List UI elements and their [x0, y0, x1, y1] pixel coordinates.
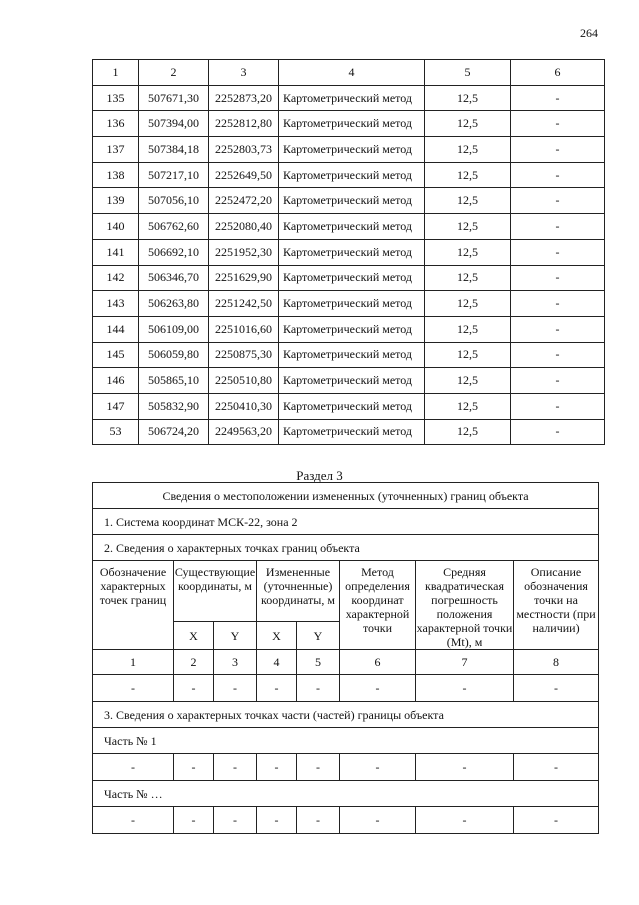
column-number: 6: [340, 650, 416, 675]
y-coordinate: 2251952,30: [209, 239, 279, 265]
section-title: Раздел 3: [296, 468, 343, 483]
x-coordinate: 507394,00: [139, 111, 209, 137]
point-number: 137: [93, 137, 139, 163]
method: Картометрический метод: [279, 188, 425, 214]
method: Картометрический метод: [279, 316, 425, 342]
column-number: 2: [174, 650, 214, 675]
col-method-header: Метод определения координат характерной точки: [340, 561, 416, 650]
description: -: [511, 162, 605, 188]
section3-table: [92, 482, 599, 834]
column-number-header: 2: [139, 60, 209, 86]
empty-cell: -: [93, 807, 174, 834]
empty-cell: -: [514, 807, 599, 834]
point-number: 142: [93, 265, 139, 291]
x-coordinate: 506059,80: [139, 342, 209, 368]
x-coordinate: 506724,20: [139, 419, 209, 445]
table-row: [93, 239, 605, 265]
y-coordinate: 2252873,20: [209, 85, 279, 111]
description: -: [511, 419, 605, 445]
part-n-label: Часть № …: [93, 781, 599, 807]
column-number: 7: [416, 650, 514, 675]
y-coordinate: 2250510,80: [209, 368, 279, 394]
column-number-header: 6: [511, 60, 605, 86]
column-number-header: 1: [93, 60, 139, 86]
col-designation-header: Обозначение характерных точек границ: [93, 561, 174, 650]
y-coordinate: 2252649,50: [209, 162, 279, 188]
part-n-data-row: [93, 807, 599, 834]
table-row: [93, 368, 605, 394]
empty-cell: -: [93, 675, 174, 702]
parts-points-item: 3. Сведения о характерных точках части (частей) границы объекта: [93, 702, 599, 728]
table-header-row: [93, 60, 605, 86]
description: -: [511, 291, 605, 317]
column-number-header: 4: [279, 60, 425, 86]
empty-cell: -: [297, 754, 340, 781]
existing-x-header: X: [174, 622, 214, 650]
empty-cell: -: [174, 675, 214, 702]
y-coordinate: 2250410,30: [209, 393, 279, 419]
x-coordinate: 507056,10: [139, 188, 209, 214]
method: Картометрический метод: [279, 291, 425, 317]
empty-cell: -: [514, 675, 599, 702]
rms-error: 12,5: [425, 239, 511, 265]
section3-header: Сведения о местоположении измененных (уточненных) границ объекта: [93, 483, 599, 509]
point-number: 139: [93, 188, 139, 214]
method: Картометрический метод: [279, 162, 425, 188]
x-coordinate: 507671,30: [139, 85, 209, 111]
y-coordinate: 2252080,40: [209, 214, 279, 240]
existing-y-header: Y: [214, 622, 257, 650]
empty-cell: -: [174, 754, 214, 781]
point-number: 141: [93, 239, 139, 265]
point-number: 145: [93, 342, 139, 368]
rms-error: 12,5: [425, 316, 511, 342]
method: Картометрический метод: [279, 214, 425, 240]
empty-cell: -: [416, 754, 514, 781]
empty-cell: -: [257, 807, 297, 834]
empty-cell: -: [257, 675, 297, 702]
column-number: 4: [257, 650, 297, 675]
point-number: 140: [93, 214, 139, 240]
description: -: [511, 137, 605, 163]
y-coordinate: 2249563,20: [209, 419, 279, 445]
boundary-points-item: 2. Сведения о характерных точках границ объекта: [93, 535, 599, 561]
description: -: [511, 316, 605, 342]
empty-cell: -: [340, 675, 416, 702]
empty-cell: -: [174, 807, 214, 834]
rms-error: 12,5: [425, 188, 511, 214]
rms-error: 12,5: [425, 214, 511, 240]
x-coordinate: 506263,80: [139, 291, 209, 317]
y-coordinate: 2250875,30: [209, 342, 279, 368]
point-number: 136: [93, 111, 139, 137]
x-coordinate: 507217,10: [139, 162, 209, 188]
empty-cell: -: [93, 754, 174, 781]
table-row: [93, 265, 605, 291]
column-number: 5: [297, 650, 340, 675]
y-coordinate: 2252472,20: [209, 188, 279, 214]
point-number: 146: [93, 368, 139, 394]
part-1-data-row: [93, 754, 599, 781]
description: -: [511, 85, 605, 111]
rms-error: 12,5: [425, 85, 511, 111]
method: Картометрический метод: [279, 419, 425, 445]
column-number-header: 5: [425, 60, 511, 86]
method: Картометрический метод: [279, 393, 425, 419]
method: Картометрический метод: [279, 137, 425, 163]
description: -: [511, 188, 605, 214]
description: -: [511, 342, 605, 368]
point-number: 144: [93, 316, 139, 342]
table-row: [93, 188, 605, 214]
column-number: 3: [214, 650, 257, 675]
table-row: [93, 393, 605, 419]
column-numbers-row: [93, 650, 599, 675]
point-number: 135: [93, 85, 139, 111]
table-row: [93, 419, 605, 445]
rms-error: 12,5: [425, 162, 511, 188]
method: Картометрический метод: [279, 111, 425, 137]
empty-cell: -: [297, 807, 340, 834]
x-coordinate: 506109,00: [139, 316, 209, 342]
x-coordinate: 506346,70: [139, 265, 209, 291]
point-number: 147: [93, 393, 139, 419]
rms-error: 12,5: [425, 265, 511, 291]
table-row: [93, 162, 605, 188]
y-coordinate: 2251016,60: [209, 316, 279, 342]
empty-cell: -: [340, 754, 416, 781]
point-number: 53: [93, 419, 139, 445]
empty-cell: -: [340, 807, 416, 834]
changed-y-header: Y: [297, 622, 340, 650]
x-coordinate: 506692,10: [139, 239, 209, 265]
col-changed-header: Измененные (уточненные) координаты, м: [257, 561, 340, 622]
rms-error: 12,5: [425, 342, 511, 368]
table-row: [93, 214, 605, 240]
table-row: [93, 137, 605, 163]
method: Картометрический метод: [279, 239, 425, 265]
rms-error: 12,5: [425, 368, 511, 394]
rms-error: 12,5: [425, 137, 511, 163]
table-row: [93, 291, 605, 317]
x-coordinate: 506762,60: [139, 214, 209, 240]
rms-error: 12,5: [425, 393, 511, 419]
coordinates-table: [92, 59, 605, 445]
table-row: [93, 342, 605, 368]
page-number: 264: [580, 26, 598, 40]
point-number: 138: [93, 162, 139, 188]
empty-cell: -: [416, 807, 514, 834]
col-rms-header: Средняя квадратическая погрешность положения характерной точки (Mt), м: [416, 561, 514, 650]
description: -: [511, 111, 605, 137]
x-coordinate: 505832,90: [139, 393, 209, 419]
y-coordinate: 2252803,73: [209, 137, 279, 163]
x-coordinate: 505865,10: [139, 368, 209, 394]
description: -: [511, 393, 605, 419]
rms-error: 12,5: [425, 291, 511, 317]
empty-cell: -: [257, 754, 297, 781]
rms-error: 12,5: [425, 419, 511, 445]
column-number-header: 3: [209, 60, 279, 86]
empty-cell: -: [514, 754, 599, 781]
method: Картометрический метод: [279, 265, 425, 291]
method: Картометрический метод: [279, 85, 425, 111]
y-coordinate: 2252812,80: [209, 111, 279, 137]
x-coordinate: 507384,18: [139, 137, 209, 163]
point-number: 143: [93, 291, 139, 317]
empty-cell: -: [214, 754, 257, 781]
table-row: [93, 316, 605, 342]
table-row: [93, 85, 605, 111]
description: -: [511, 265, 605, 291]
column-number: 1: [93, 650, 174, 675]
description: -: [511, 214, 605, 240]
table-row: [93, 111, 605, 137]
description: -: [511, 239, 605, 265]
description: -: [511, 368, 605, 394]
col-existing-header: Существующие координаты, м: [174, 561, 257, 622]
coordinate-system-item: 1. Система координат МСК-22, зона 2: [93, 509, 599, 535]
empty-cell: -: [416, 675, 514, 702]
empty-cell: -: [214, 807, 257, 834]
y-coordinate: 2251629,90: [209, 265, 279, 291]
empty-cell: -: [297, 675, 340, 702]
changed-x-header: X: [257, 622, 297, 650]
rms-error: 12,5: [425, 111, 511, 137]
col-description-header: Описание обозначения точки на местности (при наличии): [514, 561, 599, 650]
empty-cell: -: [214, 675, 257, 702]
method: Картометрический метод: [279, 342, 425, 368]
column-number: 8: [514, 650, 599, 675]
method: Картометрический метод: [279, 368, 425, 394]
part-1-label: Часть № 1: [93, 728, 599, 754]
y-coordinate: 2251242,50: [209, 291, 279, 317]
empty-data-row: [93, 675, 599, 702]
